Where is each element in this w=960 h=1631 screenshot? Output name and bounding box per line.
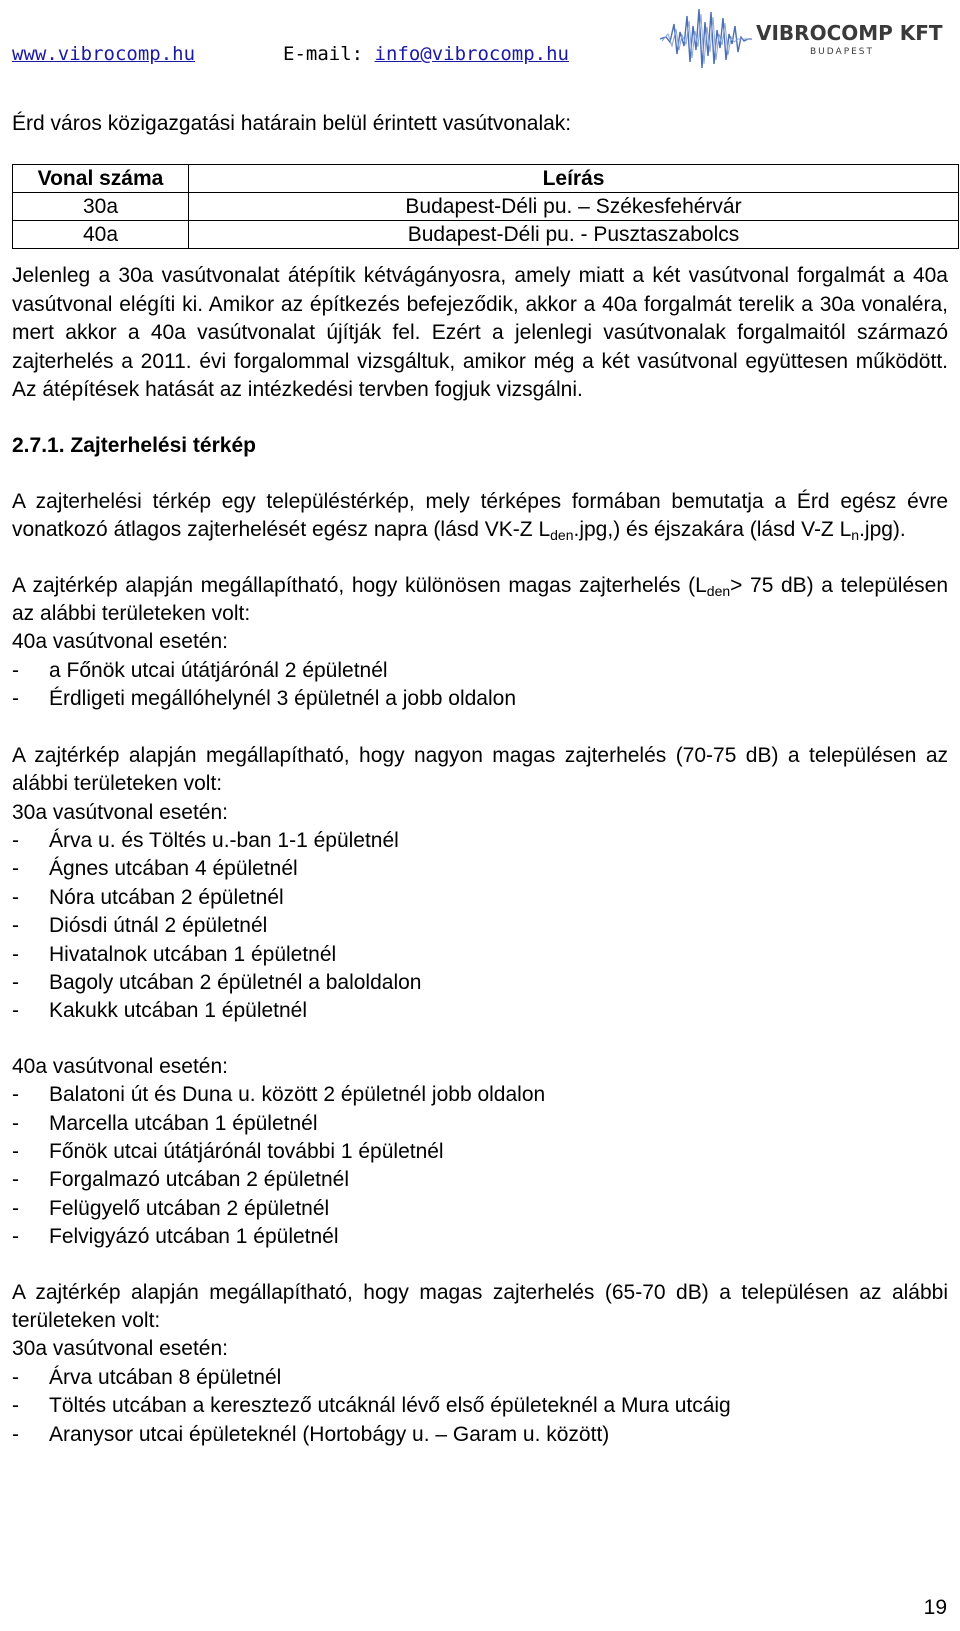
- list-item: - a Főnök utcai útátjárónál 2 épületnél: [49, 657, 948, 685]
- page-header: [0, 0, 960, 75]
- section-heading: 2.7.1. Zajterhelési térkép: [12, 434, 256, 458]
- page-number: 19: [923, 1596, 947, 1619]
- table-cell: 40a: [13, 221, 189, 249]
- list-item: - Nóra utcában 2 épületnél: [49, 884, 948, 912]
- subheading: 30a vasútvonal esetén:: [12, 800, 228, 824]
- company-logo: [660, 4, 956, 74]
- email-label: E-mail: info@vibrocomp.hu: [283, 43, 569, 65]
- table-header-row: [13, 165, 959, 193]
- list-item: - Aranysor utcai épületeknél (Hortobágy u. – Garam u. között): [49, 1421, 948, 1449]
- list-item: - Hivatalnok utcában 1 épületnél: [49, 941, 948, 969]
- list-item: - Diósdi útnál 2 épületnél: [49, 912, 948, 940]
- paragraph: Jelenleg a 30a vasútvonalat átépítik kétvágányosra, amely miatt a két vasútvonal forgalmát a 40a vasútvonal elégíti ki. Amikor az építkezés befejeződik, akkor a 40a forgalmát terelik a 30a vonaléra, mert akkor a 40a vasútvonalat újítják fel. Ezért a jelenlegi vasútvonalak forgalmaitól származó zajterhelés a 2011. évi forgalommal vizsgáltuk, amikor még a két vasútvonal együttesen működött. Az átépítések hatását az intézkedési tervben fogjuk vizsgálni.: [12, 264, 948, 402]
- list-item: - Főnök utcai útátjárónál további 1 épületnél: [49, 1138, 948, 1166]
- list-item: - Kakukk utcában 1 épületnél: [49, 997, 948, 1025]
- list-item: - Árva utcában 8 épületnél: [49, 1364, 948, 1392]
- list-item: - Ágnes utcában 4 épületnél: [49, 855, 948, 883]
- table-header-cell: Leírás: [189, 165, 959, 193]
- location-list: [12, 1364, 948, 1449]
- table-row: [13, 221, 959, 249]
- list-item: - Marcella utcában 1 épületnél: [49, 1110, 948, 1138]
- document-body: [12, 110, 948, 1449]
- website-link[interactable]: www.vibrocomp.hu: [12, 43, 196, 65]
- intro-text: Érd város közigazgatási határain belül érintett vasútvonalak:: [12, 112, 572, 135]
- subheading: 40a vasútvonal esetén:: [12, 630, 228, 654]
- subheading: 40a vasútvonal esetén:: [12, 1054, 228, 1078]
- svg-text:BUDAPEST: BUDAPEST: [810, 47, 875, 57]
- waveform-logo-icon: [660, 4, 956, 74]
- location-list: [12, 1081, 948, 1251]
- list-item: - Töltés utcában a keresztező utcáknál lévő első épületeknél a Mura utcáig: [49, 1392, 948, 1420]
- table-header-cell: Vonal száma: [13, 165, 189, 193]
- subheading: 30a vasútvonal esetén:: [12, 1337, 228, 1361]
- list-item: - Bagoly utcában 2 épületnél a baloldalon: [49, 969, 948, 997]
- paragraph: A zajtérkép alapján megállapítható, hogy nagyon magas zajterhelés (70-75 dB) a településen az alábbi területeken volt:: [12, 743, 948, 796]
- paragraph: A zajtérkép alapján megállapítható, hogy különösen magas zajterhelés ($L_{den}> 75$ dB) a településen az alábbi területeken volt:: [12, 573, 948, 626]
- list-item: - Árva u. és Töltés u.-ban 1-1 épületnél: [49, 827, 948, 855]
- paragraph: A zajtérkép alapján megállapítható, hogy magas zajterhelés (65-70 dB) a településen az alábbi területeken volt:: [12, 1280, 948, 1332]
- table-cell: Budapest-Déli pu. - Pusztaszabolcs: [189, 221, 959, 249]
- table-row: [13, 193, 959, 221]
- svg-text:VIBROCOMP KFT: VIBROCOMP KFT: [756, 21, 943, 45]
- table-cell: 30a: [13, 193, 189, 221]
- list-item: - Forgalmazó utcában 2 épületnél: [49, 1166, 948, 1194]
- location-list: [12, 827, 948, 1026]
- list-item: - Felvigyázó utcában 1 épületnél: [49, 1223, 948, 1251]
- paragraph: A zajterhelési térkép egy településtérkép, mely térképes formában bemutatja a Érd egész évre vonatkozó átlagos zajterhelését egész napra (lásd VK-Z $L_{den}.jpg$,) és éjszakára (lásd V-Z $L_n.jpg$).: [12, 489, 948, 544]
- email-link[interactable]: info@vibrocomp.hu: [374, 43, 569, 65]
- location-list: [12, 657, 948, 714]
- railway-lines-table: [12, 164, 959, 249]
- list-item: - Balatoni út és Duna u. között 2 épületnél jobb oldalon: [49, 1081, 948, 1109]
- table-cell: Budapest-Déli pu. – Székesfehérvár: [189, 193, 959, 221]
- list-item: - Érdligeti megállóhelynél 3 épületnél a jobb oldalon: [49, 685, 948, 713]
- list-item: - Felügyelő utcában 2 épületnél: [49, 1195, 948, 1223]
